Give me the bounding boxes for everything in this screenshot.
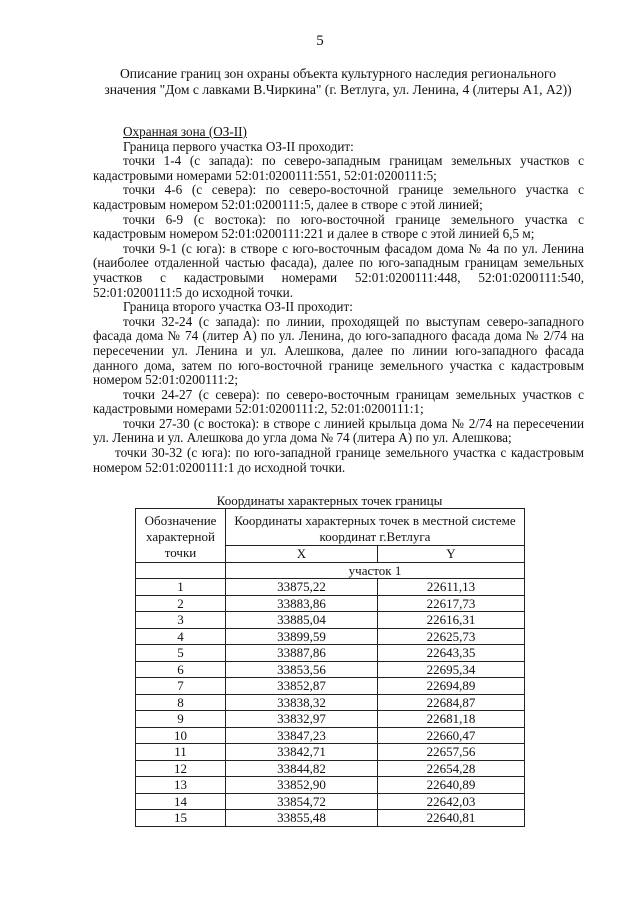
paragraph: точки 4-6 (с севера): по северо-восточной границе земельного участка с кадастровым номером 52:01:0200111:5, далее в створе с этой линией; [93, 182, 584, 212]
cell-x: 33838,32 [226, 694, 378, 711]
cell-y: 22654,28 [378, 760, 525, 777]
paragraph: Граница первого участка ОЗ-II проходит: [123, 138, 354, 154]
cell-point: 13 [136, 777, 226, 794]
cell-y: 22684,87 [378, 694, 525, 711]
cell-x: 33852,90 [226, 777, 378, 794]
cell-x: 33847,23 [226, 727, 378, 744]
table-title: Координаты характерных точек границы [216, 493, 443, 508]
cell-y: 22694,89 [378, 678, 525, 695]
cell-point: 2 [136, 595, 226, 612]
header-y: Y [378, 546, 525, 563]
cell-point: 8 [136, 694, 226, 711]
table-row [136, 661, 525, 678]
cell-y: 22625,73 [378, 628, 525, 645]
cell-x: 33899,59 [226, 628, 378, 645]
cell-y: 22643,35 [378, 645, 525, 662]
paragraph: Граница второго участка ОЗ-II проходит: [123, 299, 353, 315]
table-row [136, 579, 525, 596]
table-row [136, 727, 525, 744]
paragraph: точки 9-1 (с юга): в створе с юго-восточным фасадом дома № 4а по ул. Ленина (наиболее отдаленной частью фасада), далее по юго-западным границам земельных участков с кадастровыми номерами 52:01:0200111:448, 52:01:0200111:540, 52:01:0200111:5 до исходной точки. [93, 240, 584, 300]
paragraph: точки 30-32 (с юга): по юго-западной границе земельного участка с кадастровым номером 52:01:0200111:1 до исходной точки. [93, 445, 584, 475]
cell-point: 10 [136, 727, 226, 744]
cell-point: 12 [136, 760, 226, 777]
table-row [136, 810, 525, 827]
header-point: Обозначение характерной точки [136, 509, 226, 563]
paragraph: точки 27-30 (с востока): в створе с линией крыльца дома № 2/74 на пересечении ул. Ленина и ул. Алешкова до угла дома № 74 (литера А) по ул. Алешкова; [93, 415, 584, 446]
header-x: X [226, 546, 378, 563]
cell-x: 33832,97 [226, 711, 378, 728]
cell-y: 22695,34 [378, 661, 525, 678]
coordinates-table [135, 508, 525, 827]
cell-x: 33887,86 [226, 645, 378, 662]
cell-x: 33854,72 [226, 793, 378, 810]
section-row [136, 562, 525, 579]
header-coordinates: Координаты характерных точек в местной системе координат г.Ветлуга [226, 509, 525, 546]
cell-y: 22660,47 [378, 727, 525, 744]
table-row [136, 595, 525, 612]
cell-x: 33852,87 [226, 678, 378, 695]
page-number: 5 [316, 33, 324, 49]
cell-x: 33844,82 [226, 760, 378, 777]
table-row [136, 744, 525, 761]
cell-point: 6 [136, 661, 226, 678]
cell-point: 3 [136, 612, 226, 629]
cell-x: 33855,48 [226, 810, 378, 827]
cell-y: 22681,18 [378, 711, 525, 728]
cell-point: 7 [136, 678, 226, 695]
table-row [136, 628, 525, 645]
table-row [136, 612, 525, 629]
zone-heading: Охранная зона (ОЗ-II) [123, 124, 247, 139]
paragraph: точки 32-24 (с запада): по линии, проходящей по выступам северо-западного фасада дома № 74 (литер А) по ул. Ленина, до юго-западного фасада дома № 2/74 на пересечении ул. Ленина и ул. Алешкова, далее по линии юго-западного фасада данного дома, затем по юго-восточной границе земельного участка с кадастровым номером 52:01:0200111:2; [93, 313, 584, 388]
cell-x: 33883,86 [226, 595, 378, 612]
cell-y: 22640,89 [378, 777, 525, 794]
paragraph: точки 1-4 (с запада): по северо-западным границам земельных участков с кадастровыми номерами 52:01:0200111:551, 52:01:0200111:5; [93, 153, 584, 183]
cell-point: 4 [136, 628, 226, 645]
document-title: Описание границ зон охраны объекта культурного наследия регионального значения "Дом с лавками В.Чиркина" (г. Ветлуга, ул. Ленина, 4 (литеры А1, А2)) [104, 66, 572, 97]
cell-point: 14 [136, 793, 226, 810]
table-row [136, 711, 525, 728]
cell-x: 33842,71 [226, 744, 378, 761]
table-row [136, 678, 525, 695]
table-row [136, 793, 525, 810]
cell-point: 15 [136, 810, 226, 827]
cell-point: 5 [136, 645, 226, 662]
cell-point: 1 [136, 579, 226, 596]
document-body [93, 125, 584, 475]
cell-y: 22617,73 [378, 595, 525, 612]
cell-y: 22616,31 [378, 612, 525, 629]
cell-y: 22611,13 [378, 579, 525, 596]
cell-point: 11 [136, 744, 226, 761]
section-label: участок 1 [226, 562, 525, 579]
cell-y: 22642,03 [378, 793, 525, 810]
cell-y: 22657,56 [378, 744, 525, 761]
cell-y: 22640,81 [378, 810, 525, 827]
cell-x: 33875,22 [226, 579, 378, 596]
cell-x: 33885,04 [226, 612, 378, 629]
cell-x: 33853,56 [226, 661, 378, 678]
table-row [136, 777, 525, 794]
paragraph: точки 6-9 (с востока): по юго-восточной границе земельного участка с кадастровым номером 52:01:0200111:221 и далее в створе с этой линией 6,5 м; [93, 211, 584, 242]
paragraph: точки 24-27 (с севера): по северо-восточным границам земельных участков с кадастровыми номерами 52:01:0200111:2, 52:01:0200111:1; [93, 386, 584, 417]
table-row [136, 694, 525, 711]
table-row [136, 760, 525, 777]
cell-point: 9 [136, 711, 226, 728]
table-row [136, 645, 525, 662]
